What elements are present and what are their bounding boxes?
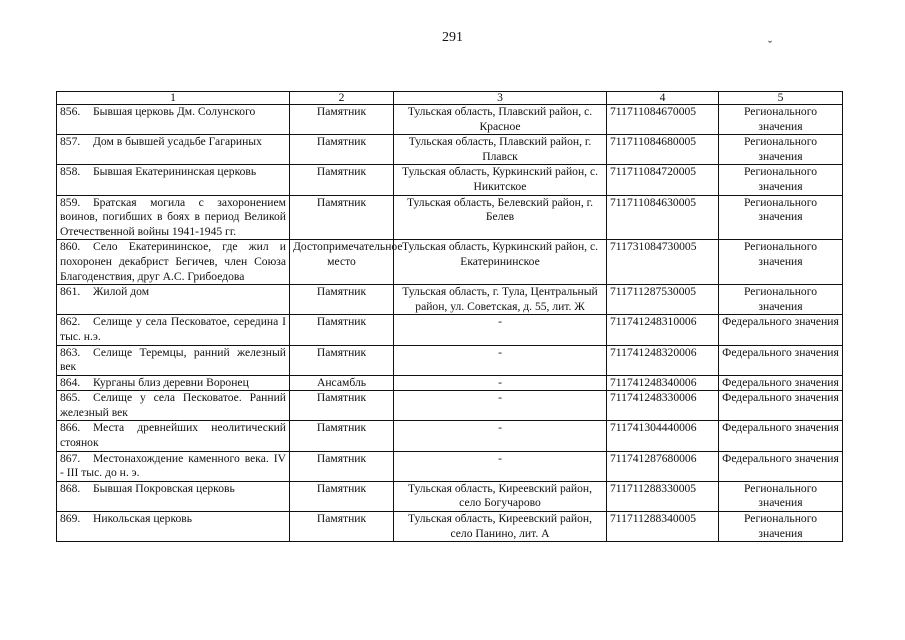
row-number: 856. xyxy=(60,105,81,118)
row-number: 859. xyxy=(60,195,81,209)
table-row xyxy=(57,285,843,315)
registry-number-cell: 711711084680005 xyxy=(607,135,719,165)
registry-number-cell: 711711287530005 xyxy=(607,285,719,315)
column-header-3: 3 xyxy=(394,92,607,105)
row-number: 869. xyxy=(60,512,81,526)
column-header-2: 2 xyxy=(290,92,394,105)
location-cell: - xyxy=(394,391,607,421)
object-name-cell xyxy=(57,105,290,135)
object-name: Жилой дом xyxy=(93,285,150,299)
object-type-cell: Памятник xyxy=(290,421,394,451)
location-cell: - xyxy=(394,375,607,391)
category-cell: Регионального значения xyxy=(719,285,843,315)
registry-number-cell: 711711084720005 xyxy=(607,165,719,195)
category-cell: Федерального значения xyxy=(719,345,843,375)
registry-number-cell: 711741248330006 xyxy=(607,391,719,421)
object-name: Дом в бывшей усадьбе Гагариных xyxy=(93,135,262,149)
category-cell: Федерального значения xyxy=(719,391,843,421)
category-cell: Регионального значения xyxy=(719,240,843,285)
row-number: 864. xyxy=(60,375,81,389)
heritage-registry-table xyxy=(56,91,843,542)
registry-number-cell: 711741248340006 xyxy=(607,375,719,391)
object-name-cell xyxy=(57,165,290,195)
table-row xyxy=(57,391,843,421)
object-name: Курганы близ деревни Воронец xyxy=(93,375,249,389)
registry-number-cell: 711711288330005 xyxy=(607,481,719,511)
table-row xyxy=(57,481,843,511)
object-name: Селище Теремцы, ранний железный век xyxy=(60,345,286,374)
object-type-cell: Памятник xyxy=(290,285,394,315)
column-header-4: 4 xyxy=(607,92,719,105)
object-type-cell: Достопримечательное место xyxy=(290,240,394,285)
location-cell: Тульская область, Куркинский район, с. Никитское xyxy=(394,165,607,195)
object-name: Селище у села Песковатое, середина I тыс. н.э. xyxy=(60,315,286,343)
location-cell: Тульская область, Куркинский район, с. Екатерининское xyxy=(394,240,607,285)
object-name-cell xyxy=(57,315,290,345)
row-number: 857. xyxy=(60,135,81,149)
object-type-cell: Памятник xyxy=(290,135,394,165)
object-name-cell xyxy=(57,421,290,451)
location-cell: - xyxy=(394,345,607,375)
object-name: Селище у села Песковатое. Ранний железный век xyxy=(60,391,286,419)
registry-number-cell: 711741287680006 xyxy=(607,451,719,481)
location-cell: Тульская область, Киреевский район, село Панино, лит. А xyxy=(394,512,607,542)
location-cell: Тульская область, Белевский район, г. Белев xyxy=(394,195,607,240)
row-number: 868. xyxy=(60,481,81,495)
object-name-cell xyxy=(57,481,290,511)
category-cell: Регионального значения xyxy=(719,512,843,542)
object-name-cell xyxy=(57,451,290,481)
registry-number-cell: 711711288340005 xyxy=(607,512,719,542)
scan-mark: ˇ xyxy=(768,38,772,52)
object-name: Братская могила с захоронением воинов, погибших в боях в период Великой Отечественной войны 1941-1945 гг. xyxy=(60,195,286,238)
location-cell: - xyxy=(394,315,607,345)
table-row xyxy=(57,375,843,391)
object-type-cell: Памятник xyxy=(290,345,394,375)
object-name: Никольская церковь xyxy=(93,512,193,526)
location-cell: Тульская область, Плавский район, с. Красное xyxy=(394,105,607,135)
page-number: 291 xyxy=(442,30,463,45)
object-type-cell: Памятник xyxy=(290,391,394,421)
registry-number-cell: 711741248320006 xyxy=(607,345,719,375)
location-cell: Тульская область, г. Тула, Центральный район, ул. Советская, д. 55, лит. Ж xyxy=(394,285,607,315)
table-row xyxy=(57,345,843,375)
registry-number-cell: 711711084630005 xyxy=(607,195,719,240)
category-cell: Федерального значения xyxy=(719,315,843,345)
table-row xyxy=(57,105,843,135)
object-name: Село Екатерининское, где жил и похоронен декабрист Бегичев, член Союза Благоденствия, друг А.С. Грибоедова xyxy=(60,240,286,283)
registry-number-cell: 711711084670005 xyxy=(607,105,719,135)
object-type-cell: Ансамбль xyxy=(290,375,394,391)
category-cell: Федерального значения xyxy=(719,421,843,451)
object-name-cell xyxy=(57,512,290,542)
location-cell: Тульская область, Плавский район, г. Плавск xyxy=(394,135,607,165)
object-name: Бывшая Екатерининская церковь xyxy=(93,165,257,179)
object-type-cell: Памятник xyxy=(290,195,394,240)
row-number: 861. xyxy=(60,285,81,299)
category-cell: Регионального значения xyxy=(719,165,843,195)
object-name-cell xyxy=(57,285,290,315)
row-number: 860. xyxy=(60,240,81,254)
table-row xyxy=(57,451,843,481)
location-cell: - xyxy=(394,421,607,451)
row-number: 866. xyxy=(60,421,81,435)
table-row xyxy=(57,135,843,165)
object-type-cell: Памятник xyxy=(290,451,394,481)
registry-number-cell: 711741304440006 xyxy=(607,421,719,451)
registry-number-cell: 711741248310006 xyxy=(607,315,719,345)
table-row xyxy=(57,240,843,285)
object-name-cell xyxy=(57,240,290,285)
row-number: 865. xyxy=(60,391,81,405)
location-cell: Тульская область, Киреевский район, село Богучарово xyxy=(394,481,607,511)
table-row xyxy=(57,421,843,451)
object-type-cell: Памятник xyxy=(290,512,394,542)
category-cell: Регионального значения xyxy=(719,135,843,165)
location-cell: - xyxy=(394,451,607,481)
category-cell: Регионального значения xyxy=(719,195,843,240)
object-type-cell: Памятник xyxy=(290,105,394,135)
object-name-cell xyxy=(57,375,290,391)
object-name-cell xyxy=(57,345,290,375)
category-cell: Федерального значения xyxy=(719,375,843,391)
column-header-1: 1 xyxy=(57,92,290,105)
object-name-cell xyxy=(57,391,290,421)
object-name: Бывшая церковь Дм. Солунского xyxy=(93,105,256,118)
table-row xyxy=(57,195,843,240)
object-name: Места древнейших неолитический стоянок xyxy=(60,421,286,450)
category-cell: Регионального значения xyxy=(719,105,843,135)
column-header-5: 5 xyxy=(719,92,843,105)
table-row xyxy=(57,512,843,542)
table-row xyxy=(57,165,843,195)
object-name: Местонахождение каменного века. IV - III тыс. до н. э. xyxy=(60,451,286,480)
object-name-cell xyxy=(57,135,290,165)
object-type-cell: Памятник xyxy=(290,165,394,195)
row-number: 867. xyxy=(60,451,81,465)
category-cell: Регионального значения xyxy=(719,481,843,511)
registry-number-cell: 711731084730005 xyxy=(607,240,719,285)
table-row xyxy=(57,315,843,345)
object-type-cell: Памятник xyxy=(290,481,394,511)
row-number: 862. xyxy=(60,315,81,329)
table-header-row xyxy=(57,92,843,105)
object-name-cell xyxy=(57,195,290,240)
object-name: Бывшая Покровская церковь xyxy=(93,481,235,495)
object-type-cell: Памятник xyxy=(290,315,394,345)
row-number: 863. xyxy=(60,345,81,359)
row-number: 858. xyxy=(60,165,81,179)
category-cell: Федерального значения xyxy=(719,451,843,481)
